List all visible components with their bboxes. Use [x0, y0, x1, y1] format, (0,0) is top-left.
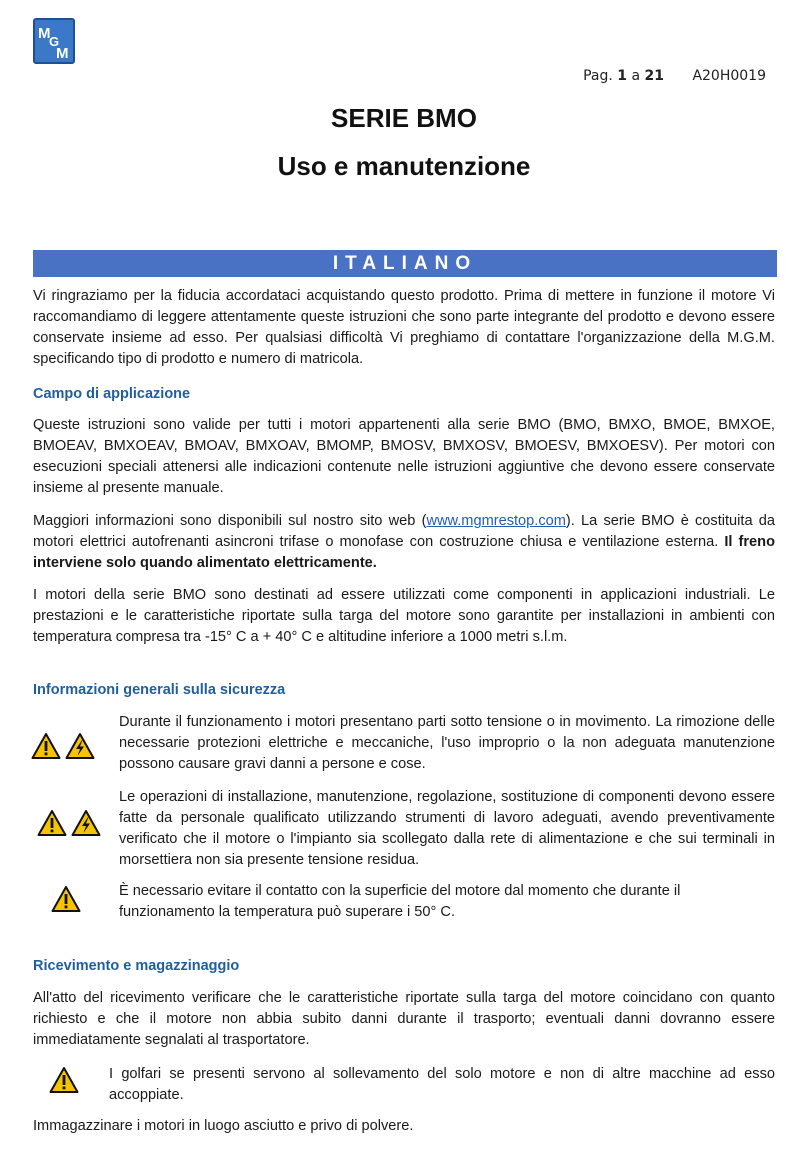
p2-after: ). La serie BMO è costituita da motori elettrici autofrenanti asincroni trifase o monofase con costruzione chiusa e ventilazione esterna.	[33, 513, 776, 550]
heading-storage: Ricevimento e magazzinaggio	[33, 958, 240, 974]
high-voltage-icon	[71, 809, 101, 837]
subtitle: Uso e manutenzione	[277, 151, 531, 181]
series-title: SERIE BMO	[331, 103, 477, 133]
safety-text-3: È necessario evitare il contatto con la superficie del motore dal momento che durante il funzionamento la temperatura può superare i 50° C.	[119, 883, 681, 920]
website-link[interactable]: www.mgmrestop.com	[426, 513, 566, 529]
heading-application: Campo di applicazione	[33, 386, 191, 402]
warning-icon	[51, 885, 81, 913]
mgm-logo	[33, 18, 75, 64]
warning-icon	[49, 1066, 79, 1094]
warning-icons-2	[37, 809, 101, 837]
storage-paragraph-2: Immagazzinare i motori in luogo asciutto e privo di polvere.	[33, 1118, 414, 1134]
p2-bold: Il freno interviene solo quando alimentato elettricamente.	[33, 534, 775, 571]
safety-warning-2	[33, 787, 777, 873]
language-bar: ITALIANO	[33, 250, 777, 277]
high-voltage-icon	[65, 732, 95, 760]
application-paragraph-1: Queste istruzioni sono valide per tutti i motori appartenenti alla serie BMO (BMO, BMXO, BMOE, BMXOE, BMOEAV, BMXOEAV, BMOAV, BMXOAV, BMOMP, BMOSV, BMXOSV, BMOESV, BMXOESV). Per motori con esecuzioni speciali attenersi alle indicazioni contenute nelle istruzioni aggiuntive che devono essere conservate insieme al presente manuale.	[33, 417, 775, 496]
storage-warning	[33, 1064, 777, 1108]
heading-safety: Informazioni generali sulla sicurezza	[33, 682, 286, 698]
storage-paragraph-1: All'atto del ricevimento verificare che le caratteristiche riportate sulla targa del motore coincidano con quanto richiesto e che il motore non abbia subito danni durante il trasporto; eventuali danni dovranno essere immediatamente segnalati al trasportatore.	[33, 990, 775, 1048]
svg-text:M: M	[56, 45, 69, 62]
page-sep: a	[631, 68, 641, 84]
application-paragraph-2	[33, 511, 775, 574]
svg-text:G: G	[49, 34, 60, 49]
safety-warning-3	[33, 881, 777, 925]
storage-warning-text: I golfari se presenti servono al sollevamento del solo motore e non di altre macchine ad esso accoppiate.	[109, 1066, 775, 1103]
warning-icon	[37, 809, 67, 837]
svg-text:M: M	[38, 25, 51, 42]
application-paragraph-3: I motori della serie BMO sono destinati ad essere utilizzati come componenti in applicazioni industriali. Le prestazioni e le caratteristiche riportate sulla targa del motore sono garantite per installazioni in ambienti con temperatura compresa tra -15° C a + 40° C e altitudine inferiore a 1000 metri s.l.m.	[33, 587, 775, 645]
warning-icons-3	[51, 885, 81, 913]
safety-warning-1	[33, 712, 777, 778]
p2-before: Maggiori informazioni sono disponibili sul nostro sito web (	[33, 513, 427, 529]
doc-code: A20H0019	[692, 68, 766, 84]
warning-icons-4	[49, 1066, 79, 1094]
page-label: Pag.	[583, 68, 613, 84]
page-number-info	[583, 68, 766, 84]
safety-text-2: Le operazioni di installazione, manutenzione, regolazione, sostituzione di componenti devono essere fatte da personale qualificato utilizzando strumenti di lavoro adeguati, avendo preventivamente verificato che il motore o l'impianto sia scollegato dalla rete di alimentazione e che sui terminali in morsettiera non sia presente tensione residua.	[119, 789, 775, 868]
safety-text-1: Durante il funzionamento i motori presentano parti sotto tensione o in movimento. La rimozione delle necessarie protezioni elettriche e meccaniche, l'uso improprio o la non adeguata manutenzione possono causare gravi danni a persone e cose.	[119, 714, 775, 772]
warning-icon	[31, 732, 61, 760]
page-total: 21	[644, 68, 664, 84]
intro-paragraph: Vi ringraziamo per la fiducia accordataci acquistando questo prodotto. Prima di mettere in funzione il motore Vi raccomandiamo di leggere attentamente queste istruzioni che sono parte integrante del prodotto e devono essere conservate insieme ad esso. Per qualsiasi difficoltà Vi preghiamo di contattare l'organizzazione della M.G.M. specificando tipo di prodotto e numero di matricola.	[33, 288, 775, 367]
warning-icons-1	[31, 732, 95, 760]
page-current: 1	[617, 68, 627, 84]
